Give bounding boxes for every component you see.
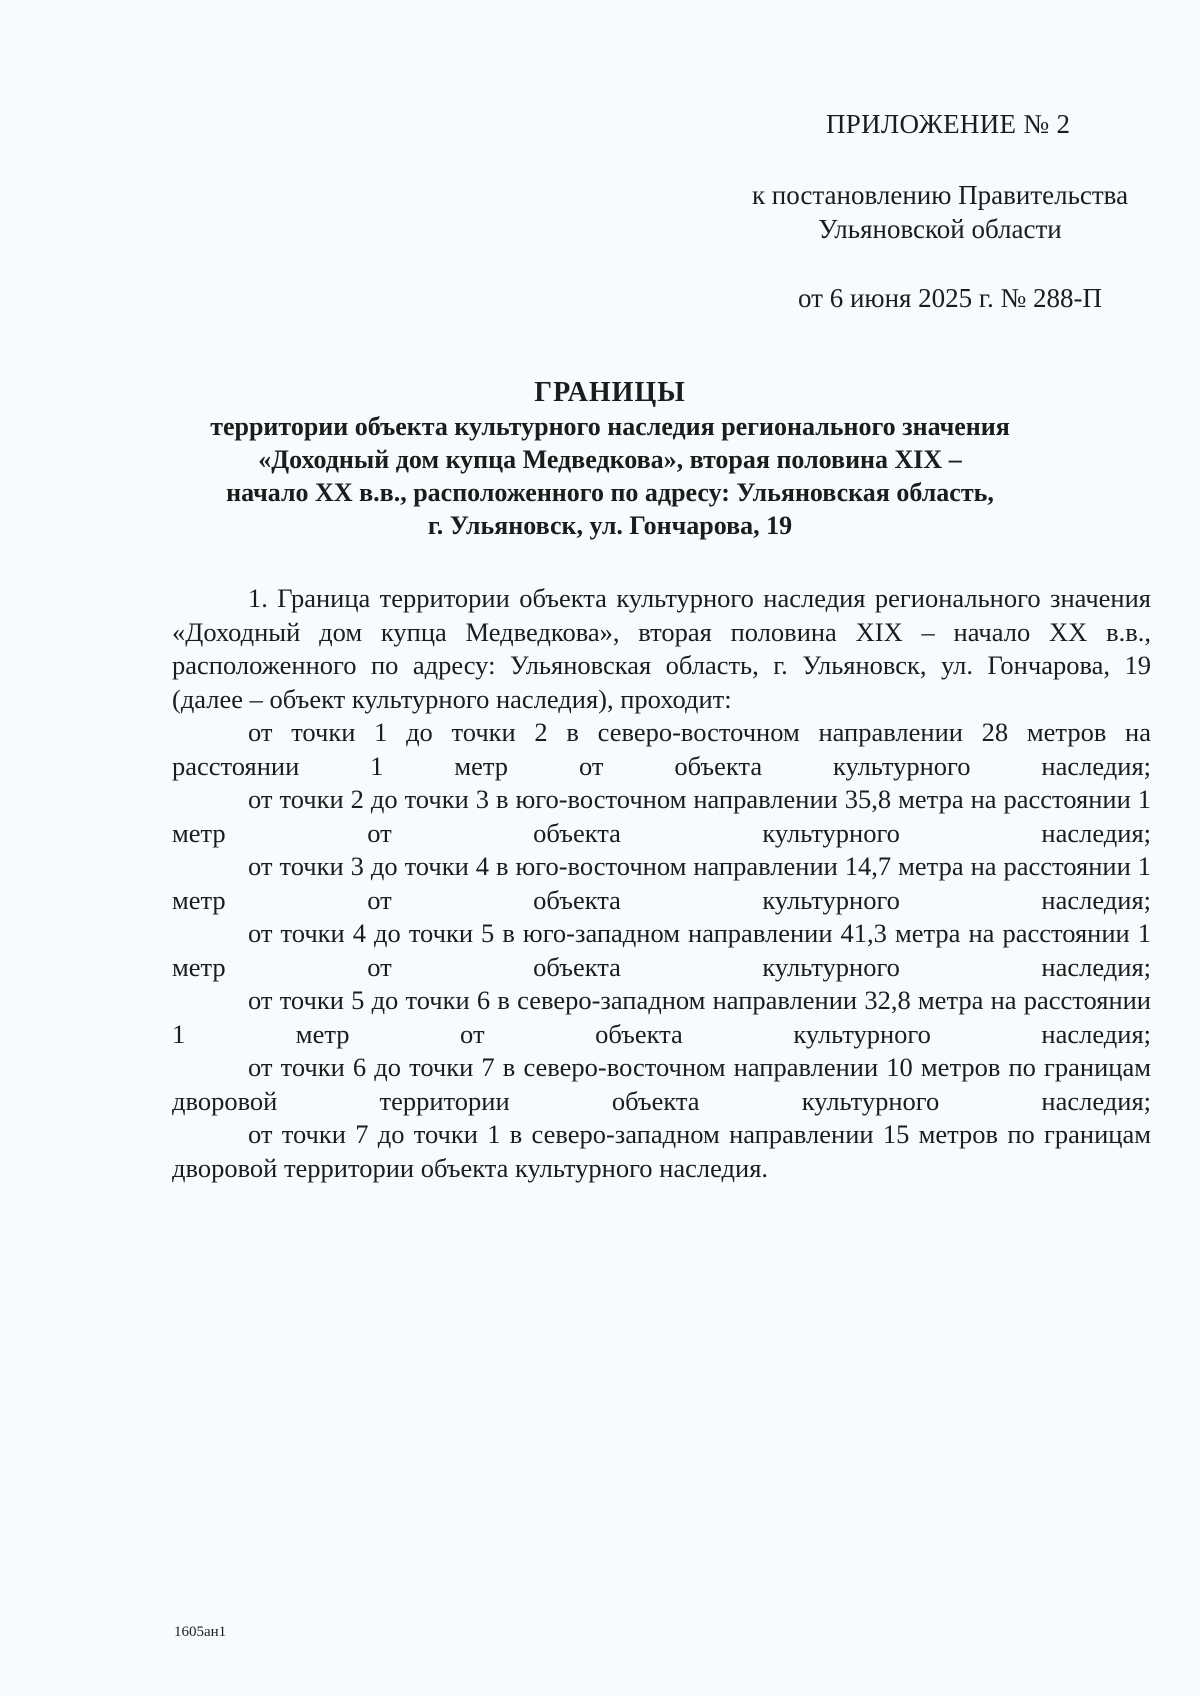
- boundary-segment: от точки 2 до точки 3 в юго-восточном направлении 35,8 метра на расстоянии 1 метр от объекта культурного наследия;: [172, 784, 1151, 848]
- heading-line: территории объекта культурного наследия регионального значения: [210, 412, 1010, 441]
- boundary-segment: от точки 4 до точки 5 в юго-западном направлении 41,3 метра на расстоянии 1 метр от объекта культурного наследия;: [172, 918, 1151, 982]
- document-heading: [140, 376, 1080, 542]
- decree-reference-line: Ульяновской области: [818, 214, 1062, 244]
- decree-reference-line: к постановлению Правительства: [751, 180, 1129, 210]
- intro-paragraph: 1. Граница территории объекта культурного наследия регионального значения «Доходный дом купца Медведкова», вторая половина XIX – начало XX в.в., расположенного по адресу: Ульяновская область, г. Ульяновск, ул. Гончарова, 19 (далее – объект культурного наследия), проходит:: [172, 583, 1151, 714]
- boundary-segment: от точки 3 до точки 4 в юго-восточном направлении 14,7 метра на расстоянии 1 метр от объекта культурного наследия;: [172, 851, 1151, 915]
- boundary-segment: от точки 6 до точки 7 в северо-восточном направлении 10 метров по границам дворовой территории объекта культурного наследия;: [172, 1052, 1151, 1116]
- heading-line: начало XX в.в., расположенного по адресу: Ульяновская область,: [226, 478, 994, 507]
- boundary-segment: от точки 7 до точки 1 в северо-западном направлении 15 метров по границам дворовой территории объекта культурного наследия.: [172, 1119, 1151, 1183]
- heading-title: ГРАНИЦЫ: [534, 377, 686, 408]
- footer-code: 1605ан1: [174, 1624, 227, 1640]
- document-body: [172, 582, 1151, 1185]
- decree-reference: [720, 178, 1160, 246]
- decree-date: от 6 июня 2025 г. № 288-П: [798, 283, 1102, 313]
- boundary-segment: от точки 5 до точки 6 в северо-западном направлении 32,8 метра на расстоянии 1 метр от объекта культурного наследия;: [172, 985, 1151, 1049]
- boundary-segment: от точки 1 до точки 2 в северо-восточном направлении 28 метров на расстоянии 1 метр от объекта культурного наследия;: [172, 717, 1151, 781]
- heading-line: г. Ульяновск, ул. Гончарова, 19: [427, 511, 793, 540]
- heading-line: «Доходный дом купца Медведкова», вторая половина XIX –: [258, 445, 962, 474]
- appendix-title: ПРИЛОЖЕНИЕ № 2: [826, 109, 1071, 139]
